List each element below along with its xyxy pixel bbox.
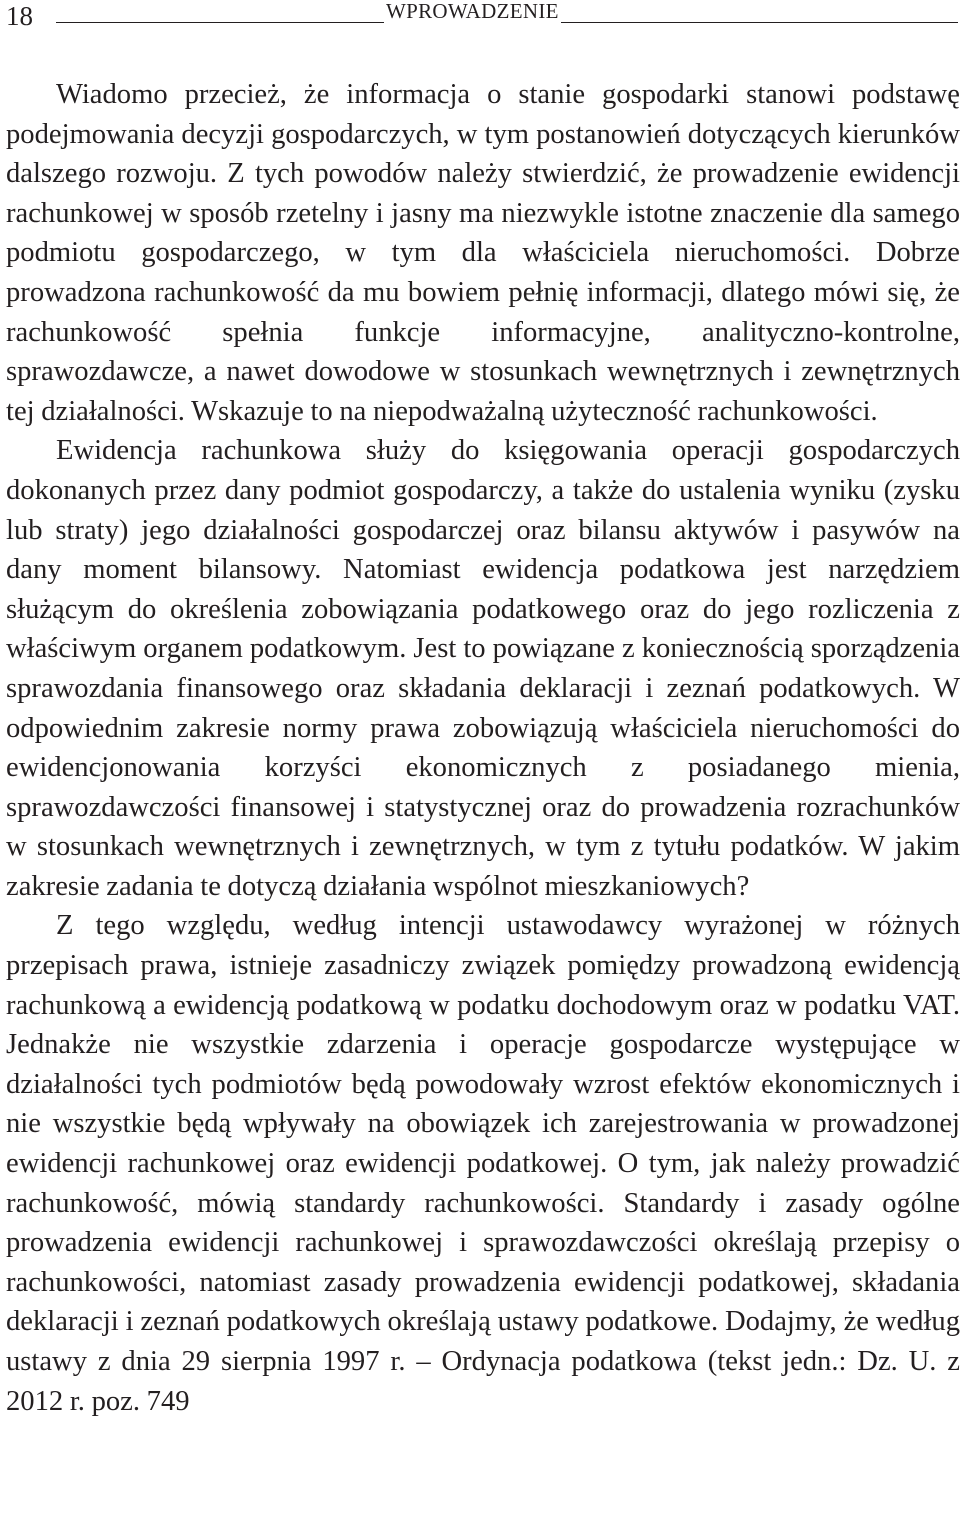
paragraph-2: Ewidencja rachunkowa służy do księgowania operacji gospodarczych dokonanych przez dany podmiot gospodarczy, a także do ustalenia wyniku (zysku lub straty) jego działalności gospodarczej oraz bilansu aktywów i pasywów na dany moment bilansowy. Natomiast ewidencja podatkowa jest narzędziem służącym do określenia zobowiązania podatkowego oraz do jego rozliczenia z właściwym organem podatkowym. Jest to powiązane z koniecznością sporządzenia sprawozdania finansowego oraz składania deklaracji i zeznań podatkowych. W odpowiednim zakresie normy prawa zobowiązują właściciela nieruchomości do ewidencjonowania korzyści ekonomicznych z posiadanego mienia, sprawozdawczości finansowej i statystycznej oraz do prowadzenia rozrachunków w stosunkach wewnętrznych i zewnętrznych, w tym z tytułu podatków. W jakim zakresie zadania te dotyczą działania wspólnot mieszkaniowych? [6, 435, 960, 902]
body-text [6, 75, 960, 1421]
page-number: 18 [6, 1, 33, 31]
running-header [0, 0, 960, 30]
running-header-title: WPROWADZENIE [386, 0, 559, 23]
paragraph-3: Z tego względu, według intencji ustawodawcy wyrażonej w różnych przepisach prawa, istnieje zasadniczy związek pomiędzy prowadzoną ewidencją rachunkową a ewidencją podatkową w podatku dochodowym oraz w podatku VAT. Jednakże nie wszystkie zdarzenia i operacje gospodarcze występujące w działalności tych podmiotów będą powodowały wzrost efektów ekonomicznych i nie wszystkie będą wpływały na obowiązek ich zarejestrowania w prowadzonej ewidencji rachunkowej oraz ewidencji podatkowej. O tym, jak należy prowadzić rachunkowość, mówią standardy rachunkowości. Standardy i zasady ogólne prowadzenia ewidencji rachunkowej i sprawozdawczości określają przepisy o rachunkowości, natomiast zasady prowadzenia ewidencji podatkowej, składania deklaracji i zeznań podatkowych określają ustawy podatkowe. Dodajmy, że według ustawy z dnia 29 sierpnia 1997 r. – Ordynacja podatkowa (tekst jedn.: Dz. U. z 2012 r. poz. 749 [6, 910, 960, 1417]
paragraph-1: Wiadomo przecież, że informacja o stanie gospodarki stanowi podstawę podejmowania decyzji gospodarczych, w tym postanowień dotyczących kierunków dalszego rozwoju. Z tych powodów należy stwierdzić, że prowadzenie ewidencji rachunkowej w sposób rzetelny i jasny ma niezwykle istotne znaczenie dla samego podmiotu gospodarczego, w tym dla właściciela nieruchomości. Dobrze prowadzona rachunkowość da mu bowiem pełnię informacji, dlatego mówi się, że rachunkowość spełnia funkcje informacyjne, analityczno-kontrolne, sprawozdawcze, a nawet dowodowe w stosunkach wewnętrznych i zewnętrznych tej działalności. Wskazuje to na niepodważalną użyteczność rachunkowości. [6, 79, 960, 427]
